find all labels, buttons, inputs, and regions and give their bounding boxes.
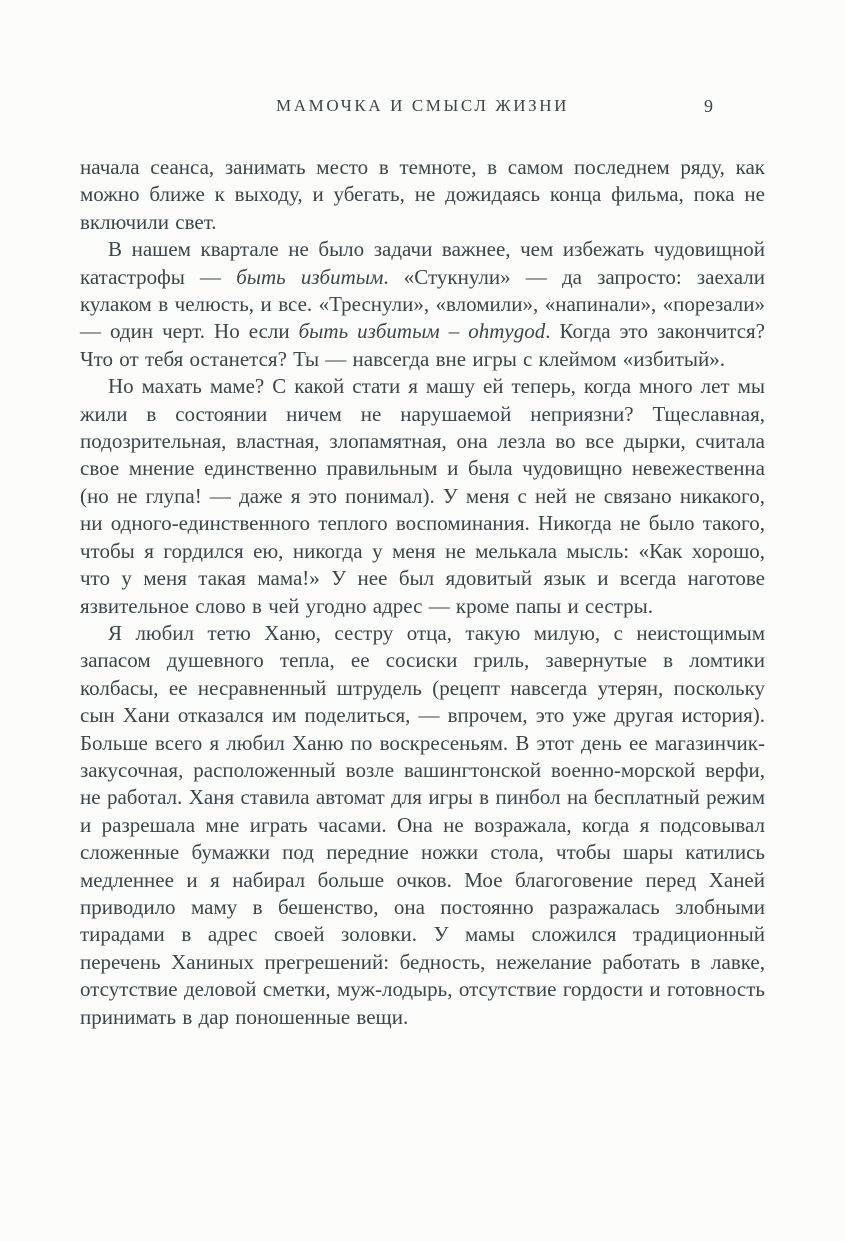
text-run: – [439,319,469,344]
text-run: В нашем квартале не было задачи важнее, чем избежать чудовищной катастрофы — [80,237,765,289]
page-body [80,154,765,1031]
text-run: . Когда это закончится? Что от тебя останется? Ты — навсегда вне игры с клеймом «избитый». [80,319,765,371]
text-run: начала сеанса, занимать место в темноте, в самом последнем ряду, как можно ближе к выходу, и убегать, не дожидаясь конца фильма, пока не включили свет. [80,155,765,234]
page-header [80,96,765,118]
italic-text-run: быть избитым [236,264,384,289]
text-run: Я любил тетю Ханю, сестру отца, такую милую, с неистощимым запасом душевного тепла, ее сосиски гриль, завернутые в ломтики колбасы, ее несравненный штрудель (рецепт навсегда утерян, поскольку сын Хани отказался им поделиться, — впрочем, это уже другая история). Больше всего я любил Ханю по воскресеньям. В этот день ее магазинчик-закусочная, расположенный возле вашингтонской военно-морской верфи, не работал. Ханя ставила автомат для игры в пинбол на бесплатный режим и разрешала мне играть часами. Она не возражала, когда я подсовывал сложенные бумажки под передние ножки стола, чтобы шары катились медленнее и я набирал больше очков. Мое благоговение перед Ханей приводило маму в бешенство, она постоянно разражалась злобными тирадами в адрес своей золовки. У мамы сложился традиционный перечень Ханиных прегрешений: бедность, нежелание работать в лавке, отсутствие деловой сметки, муж-лодырь, отсутствие гордости и готовность принимать в дар поношенные вещи. [80,620,765,1029]
text-run: Но махать маме? С какой стати я машу ей теперь, когда много лет мы жили в состоянии ничем не нарушаемой неприязни? Тщеславная, подозрительная, властная, злопамятная, она лезла во все дырки, считала свое мнение единственно правильным и была чудовищно невежественна (но не глупа! — даже я это понимал). У меня с ней не связано никакого, ни одного-единственного теплого воспоминания. Никогда не было такого, чтобы я гордился ею, никогда у меня не мелькала мысль: «Как хорошо, что у меня такая мама!» У нее был ядовитый язык и всегда наготове язвительное слово в чей угодно адрес — кроме папы и сестры. [80,374,765,618]
running-title: МАМОЧКА И СМЫСЛ ЖИЗНИ [276,96,569,115]
paragraph [80,620,765,1031]
page-number: 9 [704,96,713,116]
italic-text-run: быть избитым [298,319,440,344]
text-run: . «Стукнули» — да запросто: заехали кулаком в челюсть, и все. «Треснули», «вломили», «напинали», «порезали» — один черт. Но если [80,264,765,344]
italic-text-run: ohmygod [468,319,546,344]
paragraph [80,154,765,236]
paragraph [80,373,765,620]
paragraph [80,236,765,373]
